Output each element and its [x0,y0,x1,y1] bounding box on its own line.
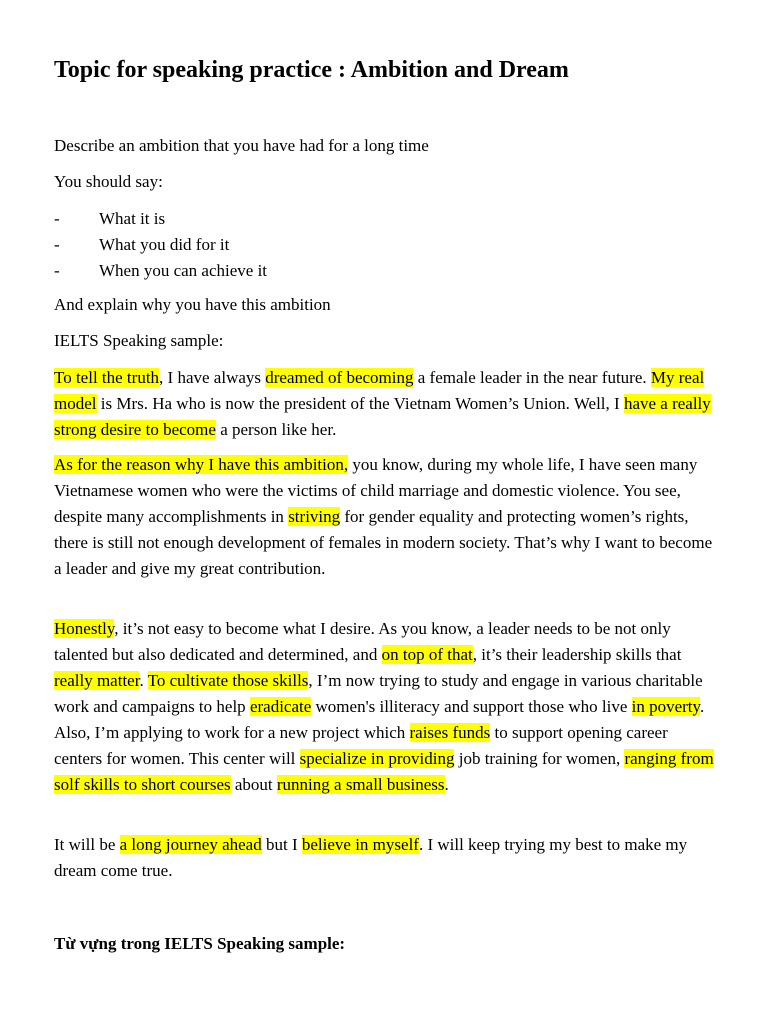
highlighted-phrase: eradicate [249,697,312,716]
body-text: . [139,671,148,690]
highlighted-phrase: a long journey ahead [119,835,262,854]
body-text: for gender equality and protecting women’s rights, there is still not enough development of females in modern society. That’s why I want to become a leader and give my great contribution. [54,507,713,578]
body-text: is Mrs. Ha who is now the president of the Vietnam Women’s Union. Well, I [96,394,624,413]
highlighted-phrase: in poverty [631,697,700,716]
sample-label: IELTS Speaking sample: [54,331,224,350]
bullet-text: What you did for it [99,235,230,254]
highlighted-phrase: striving [288,507,341,526]
body-text: , I’m now trying to study and engage in various charitable work and campaigns to help [54,671,703,716]
bullet-dash: - [54,209,60,228]
body-text: . Also, I’m applying to work for a new project which [54,697,705,742]
highlighted-phrase: Honestly [54,619,115,638]
bullet-item [54,206,267,232]
bullet-text: What it is [99,209,166,228]
cue-card-prompt: Describe an ambition that you have had for a long time [54,136,429,155]
document-title: Topic for speaking practice : Ambition and Dream [54,57,569,83]
bullet-item [54,232,267,258]
highlighted-phrase: really matter [54,671,140,690]
highlighted-phrase: As for the reason why I have this ambition, [54,455,349,474]
highlighted-phrase: have a really strong desire to become [54,394,711,439]
highlighted-phrase: specialize in providing [299,749,455,768]
highlighted-phrase: believe in myself [301,835,419,854]
body-text: , I have always [159,368,266,387]
body-text: about [230,775,277,794]
highlighted-phrase: To tell the truth [54,368,160,387]
answer-paragraph-2 [54,452,714,582]
highlighted-phrase: My real model [54,368,705,413]
body-text: , it’s their leadership skills that [472,645,682,664]
body-text: It will be [54,835,120,854]
answer-paragraph-3 [54,616,714,798]
answer-paragraph-1 [54,365,714,443]
highlighted-phrase: ranging from solf skills to short courses [54,749,714,794]
body-text: to support opening career centers for women. This center will [54,723,668,768]
highlighted-phrase: dreamed of becoming [265,368,414,387]
explain-instruction: And explain why you have this ambition [54,295,331,314]
body-text: a person like her. [215,420,337,439]
body-text: but I [261,835,302,854]
body-text: , it’s not easy to become what I desire. As you know, a leader needs to be not only talented but also dedicated and determined, and [54,619,671,664]
highlighted-phrase: on top of that [381,645,473,664]
highlighted-phrase: To cultivate those skills [147,671,309,690]
cue-card-bullets [54,206,267,284]
bullet-item [54,258,267,284]
body-text: . I will keep trying my best to make my dream come true. [54,835,688,880]
should-say-label: You should say: [54,172,163,191]
body-text: a female leader in the near future. [413,368,651,387]
bullet-dash: - [54,235,60,254]
bullet-dash: - [54,261,60,280]
bullet-text: When you can achieve it [99,261,268,280]
vocabulary-heading: Từ vựng trong IELTS Speaking sample: [54,934,346,953]
body-text: you know, during my whole life, I have seen many Vietnamese women who were the victims of child marriage and domestic violence. You see, despite many accomplishments in [54,455,698,526]
body-text: job training for women, [454,749,625,768]
body-text: . [444,775,449,794]
answer-paragraph-4 [54,832,714,884]
highlighted-phrase: running a small business [276,775,445,794]
highlighted-phrase: raises funds [409,723,491,742]
body-text: women's illiteracy and support those who live [311,697,632,716]
